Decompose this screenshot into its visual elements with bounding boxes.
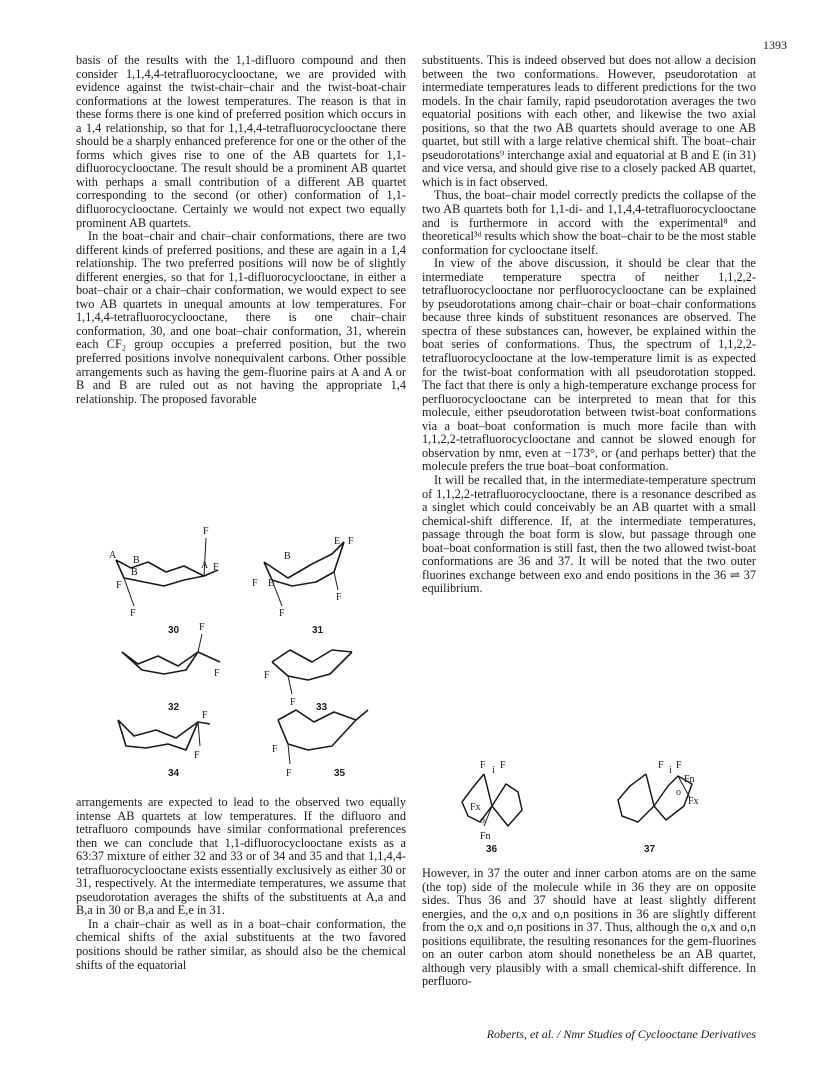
atom-label: i [669, 765, 672, 776]
atom-label: F [116, 580, 122, 591]
right-column-bottom [422, 867, 756, 989]
paragraph: However, in 37 the outer and inner carbon atoms are on the same (the top) side of the molecule while in 36 they are on opposite sides. Thus 36 and 37 should have at least slightly different energies, and the o,x and o,n positions in 36 are slightly different from the o,x and o,n positions in 37. Thus, although the o,x and o,n positions equilibrate, the resulting resonances for the gem-fluorines on an outer carbon atom should nonetheless be an AB quartet, although very plausibly with a small chemical-shift difference. In perfluoro- [422, 866, 756, 989]
right-column-top [422, 54, 756, 596]
paragraph: arrangements are expected to lead to the observed two equally intense AB quartets at low temperatures. If the difluoro and tetrafluoro compounds have similar conformational preferences then we can conclude that 1,1-difluorocyclooctane exists as a 63:37 mixture of either 32 and 33 or of 34 and 35 and that 1,1,4,4-tetrafluorocyclooctane exists essentially exclusively as either 30 or 31, respectively. At the intermediate temperatures, we assume that pseudorotation averages the shifts of the substituents at A,a and B,a in 30 or B,a and E,e in 31. [76, 795, 406, 918]
atom-label: F [272, 744, 278, 755]
atom-label: F [279, 608, 285, 619]
structures-36-37-drawing [422, 756, 756, 856]
structure-label-36: 36 [486, 844, 498, 855]
structure-label-31: 31 [312, 625, 324, 636]
atom-label: B [131, 567, 138, 578]
atom-label: B [133, 555, 140, 566]
structure-label-37: 37 [644, 844, 656, 855]
atom-label: B [268, 578, 275, 589]
running-footer: Roberts, et al. / Nmr Studies of Cyclooctane Derivatives [486, 1027, 756, 1041]
atom-label: F [676, 760, 682, 771]
paragraph: In view of the above discussion, it should be clear that the intermediate temperature spectra of neither 1,1,2,2-tetrafluorocyclooctane nor perfluorocyclooctane can be explained by pseudorotations among chair–chair or boat–chair conformations because three kinds of substituent resonances are observed. The spectra of these substances can, however, be explained within the boat series of conformations. Thus, the spectrum of 1,1,2,2-tetrafluorocyclooctane at the low-temperature limit is as expected for the twist-boat conformation with all pseudorotation stopped. The fact that there is only a high-temperature exchange process for perfluorocyclooctane can be interpreted to mean that for this molecule, either pseudorotation between twist-boat conformations via a boat–boat conformation is much more facile than with 1,1,2,2-tetrafluorocyclooctane and cannot be slowed enough for observation by nmr, even at −173°, or (and perhaps better) that the molecule prefers the true boat–boat conformation. [422, 256, 756, 474]
atom-label: Fx [688, 796, 699, 807]
atom-label: A [109, 550, 117, 561]
structure-label-30: 30 [168, 625, 180, 636]
left-column-top [76, 54, 406, 406]
atom-label: E [334, 536, 341, 547]
page-number: 1393 [763, 38, 787, 52]
structure-label-34: 34 [168, 768, 180, 779]
atom-label: F [348, 536, 354, 547]
structures-30-35 [76, 524, 406, 786]
atom-label: Fn [684, 774, 695, 785]
atom-label: F [199, 622, 205, 633]
atom-label: F [213, 562, 219, 573]
atom-label: A [201, 560, 209, 571]
atom-label: F [500, 760, 506, 771]
paragraph: In a chair–chair as well as in a boat–chair conformation, the chemical shifts of the axial substituents at the two favored positions should be rather similar, as should also be the chemical shifts of the equatorial [76, 916, 406, 972]
atom-label: F [252, 578, 258, 589]
atom-label: F [480, 760, 486, 771]
structure-label-33: 33 [316, 702, 328, 713]
atom-label: B [284, 551, 291, 562]
atom-label: F [203, 526, 209, 537]
structures-36-37 [422, 756, 756, 856]
paragraph: substituents. This is indeed observed but does not allow a decision between the two conformations. However, pseudorotation at intermediate temperatures leads to different predictions for the two models. In the chair family, rapid pseudorotation averages the two equatorial positions with each other, and likewise the two axial positions, so that the two AB quartets should average to one AB quartet, but still with a large relative chemical shift. The boat–chair pseudorotations⁹ interchange axial and equatorial at B and E (in 31) and vice versa, and should give rise to a closely packed AB quartet, which is in fact observed. [422, 53, 756, 189]
atom-label: F [336, 592, 342, 603]
structure-label-35: 35 [334, 768, 346, 779]
atom-label: Fn [480, 831, 491, 842]
atom-label: i [492, 765, 495, 776]
paragraph: Thus, the boat–chair model correctly predicts the collapse of the two AB quartets both for 1,1-di- and 1,1,4,4-tetrafluorocyclooctane and is furthermore in accord with the experimental⁸ and theoretical³ᵈ results which show the boat–chair to be the most stable conformation for cyclooctane itself. [422, 188, 756, 257]
atom-label: F [130, 608, 136, 619]
atom-label: F [658, 760, 664, 771]
atom-label: F [286, 768, 292, 779]
paragraph: In the boat–chair and chair–chair conformations, there are two different kinds of preferred positions, and these are again in a 1,4 relationship. The two preferred positions will now be of slightly different energies, so that for 1,1-difluorocyclooctane, in either a boat–chair or a chair–chair conformation, we would expect to see two AB quartets in unequal amounts at low temperatures. For 1,1,4,4-tetrafluorocyclooctane, there is one chair–chair conformation, 30, and one boat–chair conformation, 31, wherein each CF₂ group occupies a preferred position, but the two preferred positions involve nonequivalent carbons. Other possible arrangements such as having the gem-fluorine pairs at A and A or B and B are ruled out as not having the appropriate 1,4 relationship. The proposed favorable [76, 229, 406, 406]
atom-label: F [264, 670, 270, 681]
atom-label: o [676, 787, 681, 798]
structure-label-32: 32 [168, 702, 180, 713]
left-column-bottom [76, 796, 406, 972]
atom-label: F [214, 668, 220, 679]
atom-label: F [194, 750, 200, 761]
atom-label: o [480, 815, 485, 826]
atom-label: F [290, 697, 296, 708]
atom-label: Fx [470, 802, 481, 813]
paragraph: basis of the results with the 1,1-difluoro compound and then consider 1,1,4,4-tetrafluorocyclooctane, we are provided with evidence against the twist-chair–chair and the twist-boat-chair conformations at the lowest temperatures. The reason is that in these forms there is one kind of preferred position which occurs in a 1,4 relationship, so that for 1,1,4,4-tetrafluorocyclooctane there should be a sharply enhanced preference for one or the other of the forms which gives rise to one of the AB quartets for 1,1-difluorocyclooctane. The result should be a prominent AB quartet with perhaps a small contribution of a different AB quartet corresponding to the second (or other) conformation of 1,1-difluorocyclooctane. Certainly we would not expect two equally prominent AB quartets. [76, 53, 406, 230]
paragraph: It will be recalled that, in the intermediate-temperature spectrum of 1,1,2,2-tetrafluorocyclooctane, there is a resonance described as a singlet which could conceivably be an AB quartet with a small chemical-shift difference. If, at the intermediate temperatures, passage through the boat form is slow, but passage through one boat–boat conformation is still fast, then the two allowed twist-boat conformations are 36 and 37. It will be noted that the two outer fluorines exchange between exo and endo positions in the 36 ⇌ 37 equilibrium. [422, 472, 756, 596]
structures-30-35-drawing [76, 524, 406, 786]
atom-label: F [202, 710, 208, 721]
